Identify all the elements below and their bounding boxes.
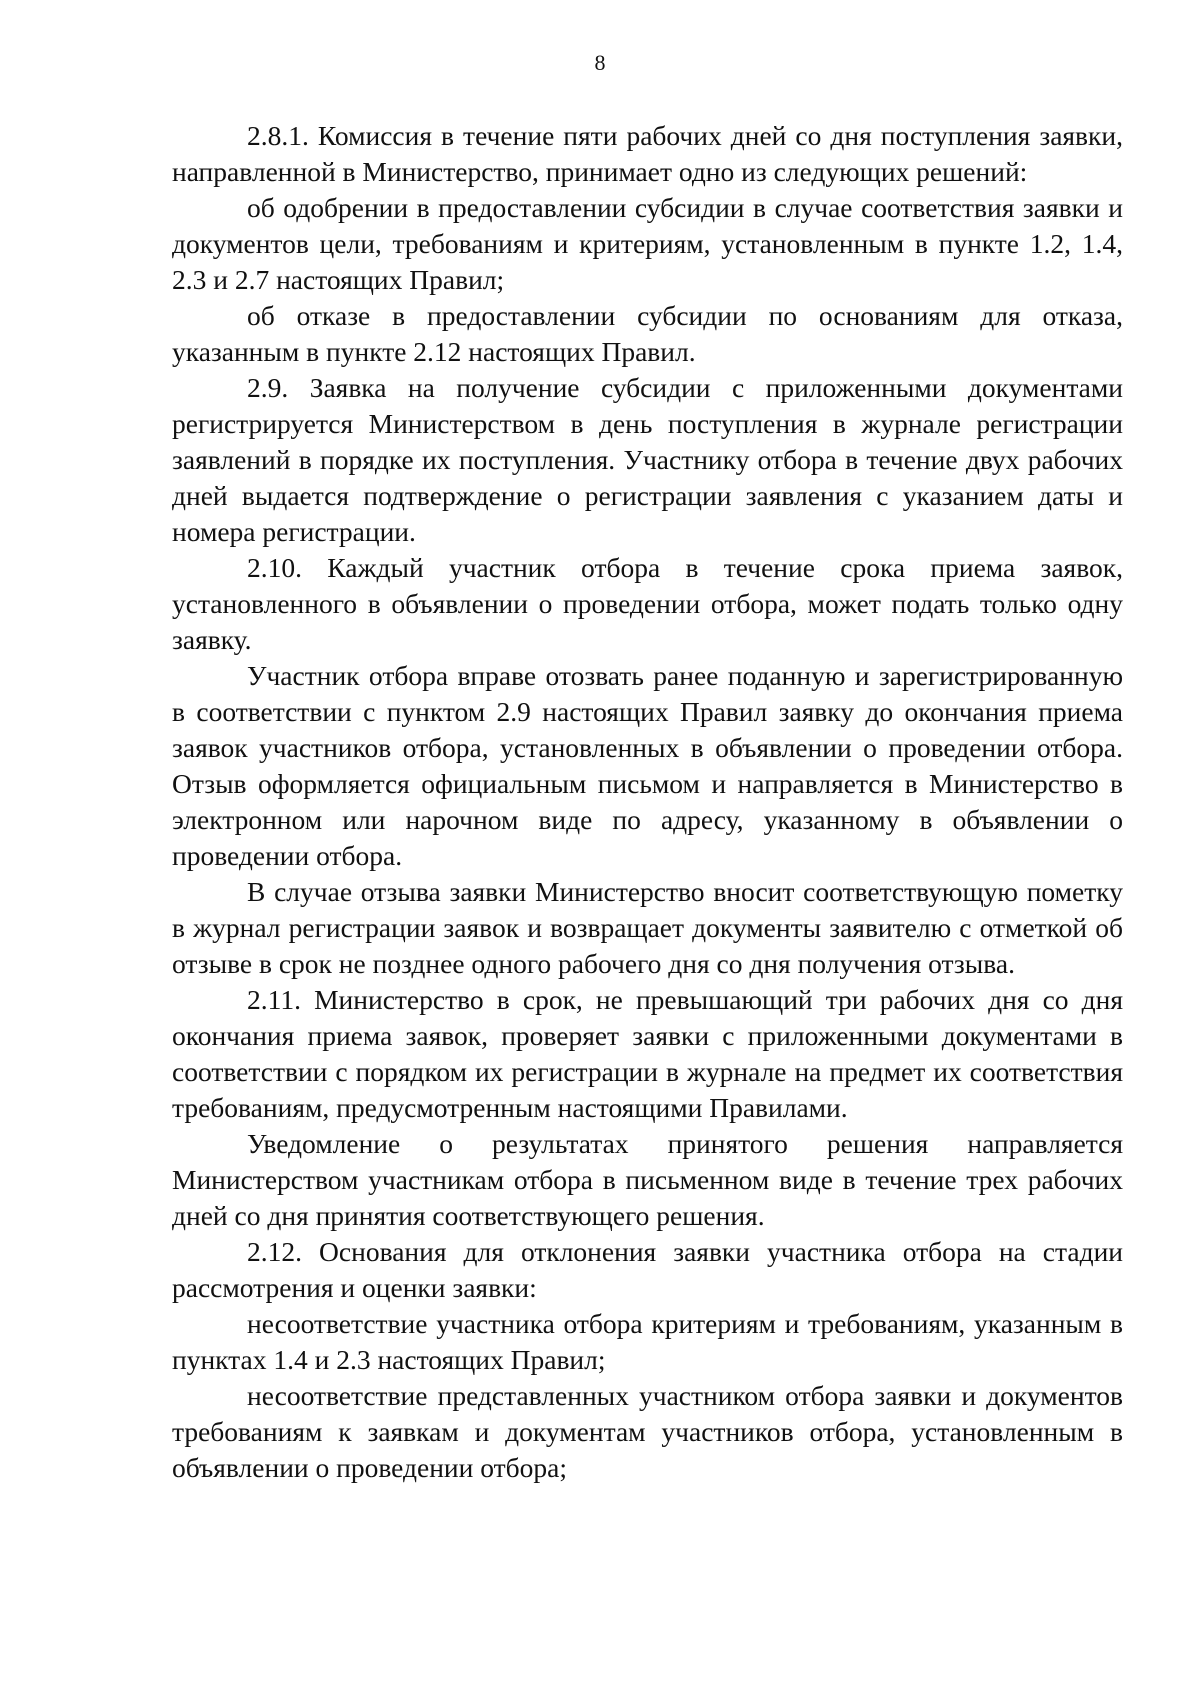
paragraph-withdrawal: Участник отбора вправе отозвать ранее поданную и зарегистрированную в соответствии с пунктом 2.9 настоящих Правил заявку до окончания приема заявок участников отбора, установленных в объявлении о проведении отбора. Отзыв оформляется официальным письмом и направляется в Министерство в электронном или нарочном виде по адресу, указанному в объявлении о проведении отбора. xyxy=(172,660,1123,871)
page-number: 8 xyxy=(594,50,606,75)
body-text xyxy=(172,118,1123,1486)
paragraph-refusal: об отказе в предоставлении субсидии по основаниям для отказа, указанным в пункте 2.12 настоящих Правил. xyxy=(172,300,1123,367)
paragraph-2-8-1: 2.8.1. Комиссия в течение пяти рабочих дней со дня поступления заявки, направленной в Министерство, принимает одно из следующих решений: xyxy=(172,120,1123,187)
paragraph-noncompliance-documents: несоответствие представленных участником отбора заявки и документов требованиям к заявкам и документам участников отбора, установленным в объявлении о проведении отбора; xyxy=(172,1380,1123,1483)
paragraph-withdrawal-case: В случае отзыва заявки Министерство вносит соответствующую пометку в журнал регистрации заявок и возвращает документы заявителю с отметкой об отзыве в срок не позднее одного рабочего дня со дня получения отзыва. xyxy=(172,876,1123,979)
paragraph-2-12: 2.12. Основания для отклонения заявки участника отбора на стадии рассмотрения и оценки заявки: xyxy=(172,1236,1123,1303)
paragraph-noncompliance-participant: несоответствие участника отбора критериям и требованиям, указанным в пунктах 1.4 и 2.3 настоящих Правил; xyxy=(172,1308,1123,1375)
paragraph-2-10: 2.10. Каждый участник отбора в течение срока приема заявок, установленного в объявлении о проведении отбора, может подать только одну заявку. xyxy=(172,552,1123,655)
paragraph-2-11: 2.11. Министерство в срок, не превышающий три рабочих дня со дня окончания приема заявок, проверяет заявки с приложенными документами в соответствии с порядком их регистрации в журнале на предмет их соответствия требованиям, предусмотренным настоящими Правилами. xyxy=(172,984,1123,1123)
paragraph-notification: Уведомление о результатах принятого решения направляется Министерством участникам отбора в письменном виде в течение трех рабочих дней со дня принятия соответствующего решения. xyxy=(172,1128,1123,1231)
paragraph-2-9: 2.9. Заявка на получение субсидии с приложенными документами регистрируется Министерством в день поступления в журнале регистрации заявлений в порядке их поступления. Участнику отбора в течение двух рабочих дней выдается подтверждение о регистрации заявления с указанием даты и номера регистрации. xyxy=(172,372,1123,547)
paragraph-approval: об одобрении в предоставлении субсидии в случае соответствия заявки и документов цели, требованиям и критериям, установленным в пункте 1.2, 1.4, 2.3 и 2.7 настоящих Правил; xyxy=(172,192,1123,295)
